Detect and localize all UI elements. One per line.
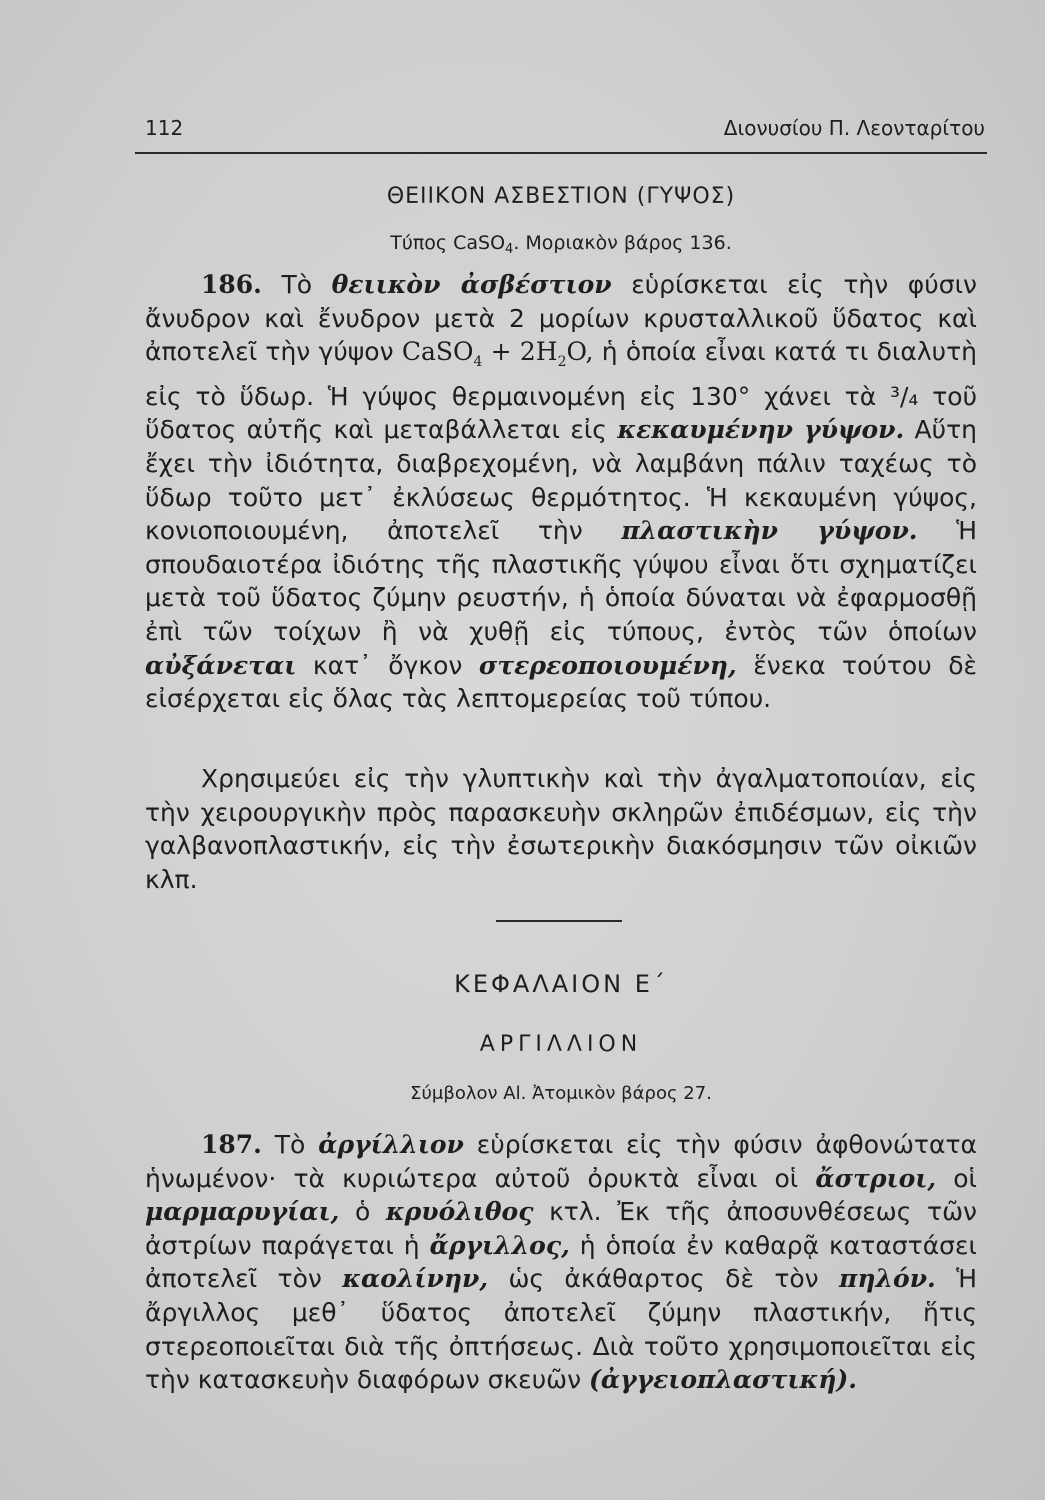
italic-term: καολίνην, (342, 1264, 489, 1294)
text-run: ὡς ἀκάθαρτος δὲ τὸν (508, 1264, 819, 1294)
italic-term: κρυόλιθος (385, 1197, 534, 1227)
running-title: Διονυσίου Π. Λεονταρίτου (723, 116, 985, 140)
formula-part: O, (566, 337, 594, 367)
formula-prefix: Τύπος CaSO (390, 232, 506, 254)
formula-subscript: 2 (557, 354, 567, 371)
italic-term: πηλόν. (839, 1264, 936, 1294)
italic-term: (ἀγγειοπλαστική). (589, 1365, 857, 1395)
paragraph-number: 187. (201, 1130, 262, 1159)
text-run: εὑρίσκεται εἰς τὴν φύσιν ἀφθονώτατα ἡνωμένον· τὰ κυριώτερα αὐτοῦ ὀρυκτὰ εἶναι οἱ (145, 1130, 977, 1193)
italic-term: πλαστικὴν γύψον. (621, 516, 918, 546)
text-run: Ἡ ἄργιλλος μεθ᾿ ὕδατος ἀποτελεῖ ζύμην πλαστικήν, ἥτις στερεοποιεῖται διὰ τῆς ὀπτήσεως. Διὰ τοῦτο χρησιμοποιεῖται εἰς τὴν κατασκευὴν διαφόρων σκευῶν (145, 1264, 978, 1395)
page-header (135, 116, 985, 138)
italic-term: στερεοποιουμένη, (478, 650, 737, 680)
paragraph-number: 186. (201, 270, 262, 299)
text-run: τοῦ ὕδατος αὐτῆς καὶ μεταβάλλεται εἰς (145, 381, 978, 445)
text-run: χάνει τὰ (764, 381, 877, 411)
text-run: ἡ ὁποία ἐν καθαρᾷ καταστάσει ἀποτελεῖ τὸν (145, 1230, 977, 1294)
paragraph-187 (145, 1128, 977, 1397)
italic-term: μαρμαρυγίαι, (145, 1197, 340, 1227)
text-run: ἡ ὁποία εἶναι κατά τι διαλυτὴ εἰς τὸ ὕδωρ. Ἡ γύψος θερμαινομένη εἰς (145, 337, 977, 411)
italic-term: αὐξάνεται (145, 650, 297, 680)
temperature: 130° (690, 381, 751, 411)
section-title: ΘΕΙΙΚΟΝ ΑΣΒΕΣΤΙΟΝ (ΓΥΨΟΣ) (386, 184, 736, 209)
text-run: εὑρίσκεται εἰς τὴν φύσιν ἄνυδρον καὶ ἔνυδρον μετὰ 2 μορίων κρυσταλλικοῦ ὕδατος καὶ ἀποτελεῖ τὴν γύψον (145, 270, 978, 367)
text-run: Χρησιμεύει εἰς τὴν γλυπτικὴν καὶ τὴν ἀγαλματοποιίαν, εἰς τὴν χειρουργικὴν πρὸς παρασκευὴν σκληρῶν ἐπιδέσμων, εἰς τὴν γαλβανοπλαστικήν, εἰς τὴν ἐσωτερικὴν διακόσμησιν τῶν οἰκιῶν κλπ. (145, 764, 977, 894)
text-run: ἕνεκα τούτου δὲ εἰσέρχεται εἰς ὅλας τὰς λεπτομερείας τοῦ τύπου. (145, 650, 978, 714)
italic-term: ἄργιλλος, (429, 1230, 570, 1260)
fraction: ³/₄ (889, 381, 919, 411)
chemical-formula (401, 337, 594, 371)
chapter-heading: ΚΕΦΑΛΑΙΟΝ Ε΄ (454, 970, 668, 998)
formula-subscript: 4 (473, 354, 483, 371)
text-run: οἱ (953, 1163, 977, 1193)
paragraph-186 (145, 268, 977, 716)
formula-suffix: . Μοριακὸν βάρος 136. (513, 232, 732, 254)
italic-term: κεκαυμένην γύψον. (617, 415, 905, 445)
text-run: ὁ (354, 1197, 371, 1227)
text-run: Τὸ (274, 1130, 306, 1159)
formula-part: CaSO (401, 337, 474, 367)
text-run: Τὸ (281, 270, 313, 299)
formula-line (135, 232, 987, 257)
italic-term: θειικὸν ἀσβέστιον (331, 270, 612, 299)
italic-term: ἄστριοι, (815, 1163, 937, 1193)
chapter-title: ΑΡΓΙΛΛΙΟΝ (479, 1032, 643, 1057)
text-run: Αὕτη ἔχει τὴν ἰδιότητα, διαβρεχομένη, νὰ λαμβάνη πάλιν ταχέως τὸ ὕδωρ τοῦτο μετ᾿ ἐκλύσεως θερμότητος. Ἡ κεκαυμένη γύψος, κονιοποιουμένη, ἀποτελεῖ τὴν (145, 415, 978, 546)
symbol-line: Σύμβολον Al. Ἀτομικὸν βάρος 27. (410, 1083, 712, 1104)
header-rule (135, 152, 987, 154)
formula-part: + 2H (482, 337, 558, 367)
text-run: κατ᾿ ὄγκον (312, 650, 463, 680)
page-number: 112 (145, 116, 184, 140)
section-separator (496, 920, 622, 922)
italic-term: ἀργίλλιον (318, 1130, 464, 1159)
uses-paragraph (145, 762, 977, 896)
formula-subscript: 4 (505, 242, 514, 257)
text-run: κτλ. Ἐκ τῆς ἀποσυνθέσεως τῶν ἀστρίων παράγεται ἡ (145, 1197, 977, 1260)
text-run: Ἡ σπουδαιοτέρα ἰδιότης τῆς πλαστικῆς γύψου εἶναι ὅτι σχηματίζει μετὰ τοῦ ὕδατος ζύμην ρευστήν, ἡ ὁποία δύναται νὰ ἐφαρμοσθῇ ἐπὶ τῶν τοίχων ἢ νὰ χυθῇ εἰς τύπους, ἐντὸς τῶν ὁποίων (145, 516, 977, 646)
